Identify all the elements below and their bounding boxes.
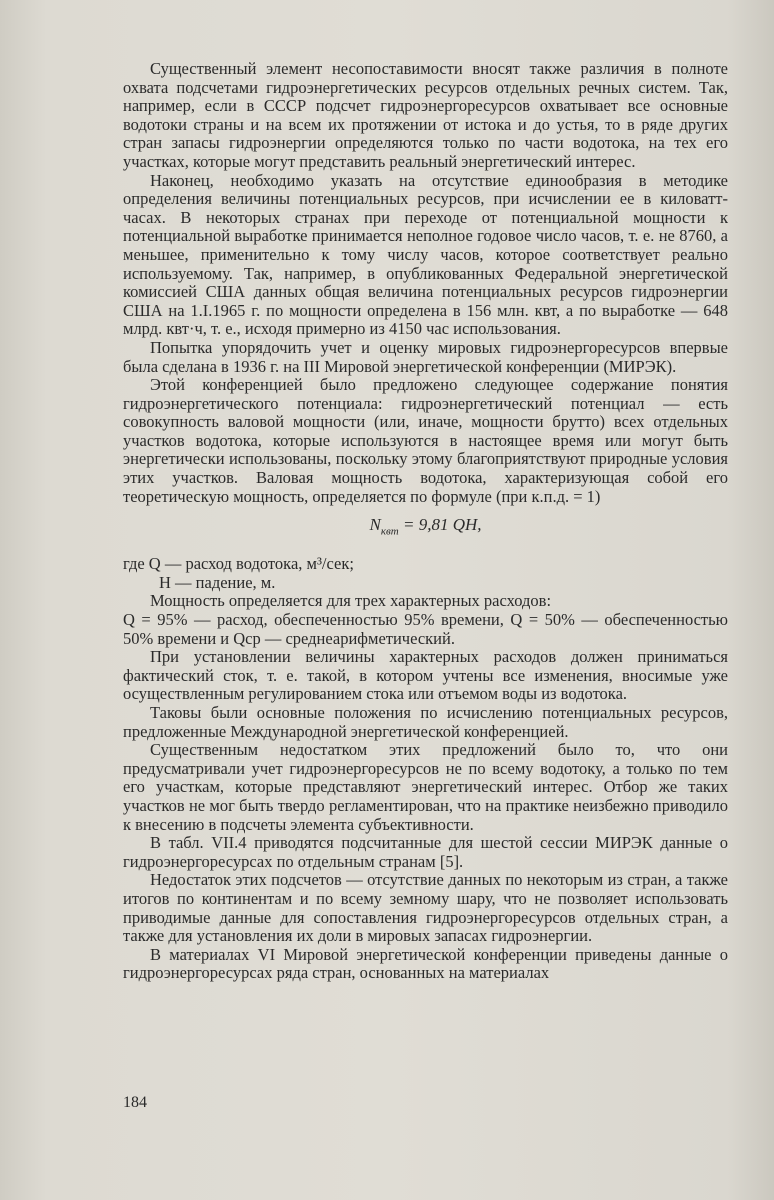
paragraph-11: Недостаток этих подсчетов — отсутствие данных по некоторым из стран, а также итогов по континентам и по всему земному шару, что не позволяет использовать приводимые данные для сопоставления гидроэнергоресурсов отдельных стран, а также для установления их доли в мировых запасах гидроэнергии. bbox=[123, 870, 728, 946]
page-number: 184 bbox=[123, 1094, 147, 1111]
paragraph-1: Существенный элемент несопоставимости вносят также различия в полноте охвата подсчетами гидроэнергетических ресурсов отдельных речных систем. Так, например, если в СССР подсчет гидроэнергоресурсов охватывает все основные водотоки страны и на всем их протяжении от истока и до устья, то в ряде других стран запасы гидроэнергии определяются только по части водотока, на тех его участках, которые могут представить реальный энергетический интерес. bbox=[123, 59, 728, 171]
paragraph-6: Q = 95% — расход, обеспеченностью 95% времени, Q = 50% — обеспеченностью 50% времени и Qср — среднеарифметический. bbox=[123, 610, 728, 648]
formula-subscript: квт bbox=[380, 525, 399, 538]
formula-lhs: N bbox=[369, 515, 381, 535]
formula-rhs: = 9,81 QH, bbox=[398, 515, 482, 535]
formula-where-line-1: где Q — расход водотока, м³/сек; bbox=[123, 554, 354, 574]
paragraph-12: В материалах VI Мировой энергетической конференции приведены данные о гидроэнергоресурсах ряда стран, основанных на материалах bbox=[123, 944, 728, 983]
paragraph-3: Попытка упорядочить учет и оценку мировых гидроэнергоресурсов впервые была сделана в 1936 г. на III Мировой энергетической конференции (МИРЭК). bbox=[123, 337, 728, 376]
formula-where-line-2: H — падение, м. bbox=[159, 572, 276, 592]
paragraph-4: Этой конференцией было предложено следующее содержание понятия гидроэнергетического потенциала: гидроэнергетический потенциал — есть совокупность валовой мощности (или, иначе, мощности брутто) всех отдельных участков водотока, которые используются в настоящее время или могут быть энергетически использованы, поскольку этому благоприятствуют природные условия этих участков. Валовая мощность водотока, характеризующая собой его теоретическую мощность, определяется по формуле (при к.п.д. = 1) bbox=[123, 375, 728, 506]
paragraph-5: Мощность определяется для трех характерных расходов: bbox=[150, 591, 552, 611]
paragraph-9: Существенным недостатком этих предложений было то, что они предусматривали учет гидроэнергоресурсов не по всему водотоку, а только по тем его участкам, которые представляют энергетический интерес. Отбор же таких участков не мог быть твердо регламентирован, что на практике неизбежно приводило к внесению в подсчеты элемента субъективности. bbox=[123, 740, 728, 834]
paragraph-7: При установлении величины характерных расходов должен приниматься фактический сток, т. е. такой, в котором учтены все изменения, вносимые уже осуществленным регулированием стока или отъемом воды из водотока. bbox=[123, 647, 728, 704]
paragraph-10: В табл. VII.4 приводятся подсчитанные для шестой сессии МИРЭК данные о гидроэнергоресурсах по отдельным странам [5]. bbox=[123, 833, 728, 871]
power-formula bbox=[123, 516, 728, 541]
paragraph-2: Наконец, необходимо указать на отсутствие единообразия в методике определения величины потенциальных ресурсов, при исчислении ее в киловатт-часах. В некоторых странах при переходе от потенциальной мощности к потенциальной выработке принимается неполное годовое число часов, т. е. не 8760, а меньшее, применительно к тому числу часов, которое соответствует реально используемому. Так, например, в опубликованных Федеральной энергетической комиссией США данных общая величина потенциальных ресурсов гидроэнергии США на 1.I.1965 г. по мощности определена в 156 млн. квт, а по выработке — 648 млрд. квт·ч, т. е., исходя примерно из 4150 час использования. bbox=[123, 170, 728, 339]
body-text bbox=[123, 60, 728, 983]
paragraph-8: Таковы были основные положения по исчислению потенциальных ресурсов, предложенные Международной энергетической конференцией. bbox=[123, 702, 728, 741]
